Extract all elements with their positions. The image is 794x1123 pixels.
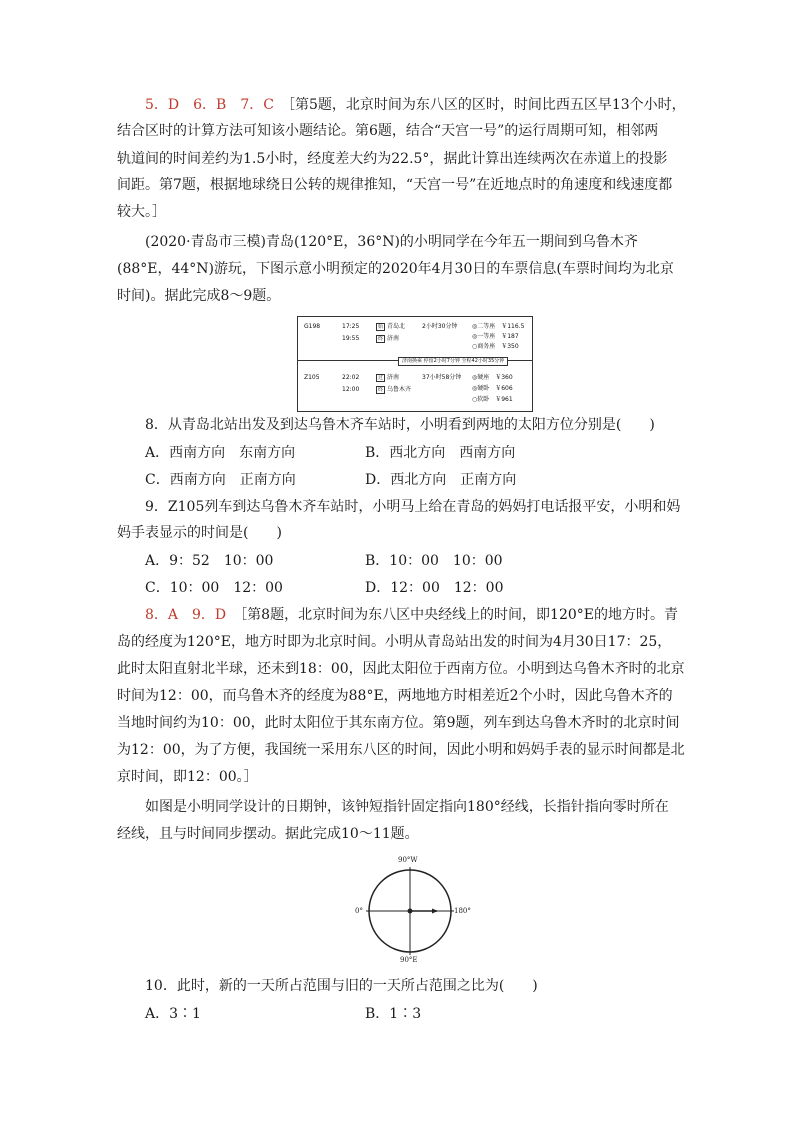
train-1-number: G198 <box>304 323 321 330</box>
answer-8-9-label: 8．A 9．D <box>145 607 227 623</box>
intro-10-11-line-1: 如图是小明同学设计的日期钟，该钟短指针固定指向180°经线，长指针指向零时所在 <box>145 799 669 815</box>
clock-center <box>408 909 413 914</box>
train-2-depart: 22:02 <box>342 374 360 381</box>
question-8-option-d: D．西北方向 正南方向 <box>365 472 517 488</box>
question-10-option-a: A．3∶1 <box>145 1006 201 1022</box>
train-1-from: 青岛北 <box>387 323 406 330</box>
intro-8-9-line-1: (2020·青岛市三模)青岛(120°E，36°N)的小明同学在今年五一期间到乌鲁木齐 <box>145 234 638 250</box>
train-2-seat-2: ◎硬卧 ￥606 <box>472 385 513 392</box>
transfer-banner: 济南换乘 停留2小时7分钟 全程42小时35分钟 <box>398 357 508 366</box>
question-10-option-b: B．1∶3 <box>365 1006 422 1022</box>
train-1-arrive: 19:55 <box>342 335 360 342</box>
question-8-option-a: A．西南方向 东南方向 <box>145 445 296 461</box>
clock-label-bottom: 90°E <box>400 956 418 964</box>
train-1-depart: 17:25 <box>342 323 360 330</box>
question-9-option-b: B．10：00 10：00 <box>365 553 503 569</box>
question-9-stem-1: 9．Z105列车到达乌鲁木齐车站时，小明马上给在青岛的妈妈打电话报平安，小明和妈 <box>145 499 681 515</box>
answer-8-9-line-2: 岛的经度为120°E，地方时即为北京时间。小明从青岛站出发的时间为4月30日17：25， <box>117 634 672 650</box>
question-9-option-c: C．10：00 12：00 <box>145 580 283 596</box>
clock-label-left: 0° <box>355 907 363 915</box>
answer-5-7-line-2: 结合区时的计算方法可知该小题结论。第6题，结合“天宫一号”的运行周期可知，相邻两 <box>117 123 659 139</box>
end-mark: 终 <box>378 336 384 342</box>
clock-label-top: 90°W <box>398 856 418 864</box>
answer-8-9-line-7: 京时间，即12：00。］ <box>117 769 258 785</box>
answer-5-7-line-3: 轨道间的时间差约为1.5小时，经度差大约为22.5°，据此计算出连续两次在赤道上的投影 <box>117 151 668 167</box>
train-1-to: 济南 <box>387 335 400 342</box>
answer-5-7-line-4: 间距。第7题，根据地球绕日公转的规律推知，“天宫一号”在近地点时的角速度和线速度都 <box>117 177 673 193</box>
intro-8-9-line-2: (88°E，44°N)游玩，下图示意小明预定的2020年4月30日的车票信息(车票时间均为北京 <box>117 261 674 277</box>
intro-8-9-line-3: 时间)。据此完成8～9题。 <box>117 288 281 304</box>
clock-hand-arrow-icon <box>432 909 438 914</box>
answer-5-7-line-5: 较大。］ <box>117 204 166 220</box>
train-2-duration: 37小时58分钟 <box>422 374 462 381</box>
clock-label-right: 180° <box>454 907 471 915</box>
answer-8-9-line-4: 时间为12：00，而乌鲁木齐的经度为88°E，两地地方时相差近2个小时，因此乌鲁木齐的 <box>117 688 673 704</box>
answer-8-9-line-5: 当地时间约为10：00，此时太阳位于其东南方位。第9题，列车到达乌鲁木齐时的北京时间 <box>117 715 680 731</box>
answer-8-9-line-1: 8．A 9．D ［第8题，北京时间为东八区中央经线上的时间，即120°E的地方时。青 <box>145 607 679 623</box>
train-1-seat-3: ○商务座 ￥350 <box>472 343 519 350</box>
train-1-duration: 2小时30分钟 <box>422 323 458 330</box>
train-2-arrive: 12:00 <box>342 386 360 393</box>
question-9-option-d: D．12：00 12：00 <box>365 580 504 596</box>
answer-8-9-line-3: 此时太阳直射北半球，还未到18：00，因此太阳位于西南方位。小明到达乌鲁木齐时的北京 <box>117 661 685 677</box>
train-2-to: 乌鲁木齐 <box>387 386 412 393</box>
ticket-figure <box>297 316 533 412</box>
train-1-seat-2: ◎一等座 ￥187 <box>472 333 519 340</box>
intro-10-11-line-2: 经线，且与时间同步摆动。据此完成10～11题。 <box>117 826 419 842</box>
train-2-number: Z105 <box>304 374 320 381</box>
train-2-seat-1: ◎硬座 ￥360 <box>472 374 513 381</box>
start-mark: 始 <box>378 324 384 330</box>
train-2-from: 济南 <box>387 374 400 381</box>
question-9-option-a: A．9：52 10：00 <box>145 553 274 569</box>
question-9-stem-2: 妈手表显示的时间是( ) <box>117 525 282 541</box>
pass-mark: 过 <box>378 375 384 381</box>
end-mark-2: 终 <box>378 387 384 393</box>
question-8-stem: 8．从青岛北站出发及到达乌鲁木齐车站时，小明看到两地的太阳方位分别是( ) <box>145 417 655 433</box>
question-8-option-b: B．西北方向 西南方向 <box>365 445 516 461</box>
answer-8-9-line-6: 为12：00，为了方便，我国统一采用东八区的时间，因此小明和妈妈手表的显示时间都是北 <box>117 742 685 758</box>
train-1-seat-1: ◎二等座 ￥116.5 <box>472 323 525 330</box>
train-2-seat-3: ○软卧 ￥961 <box>472 396 513 403</box>
answer-5-7-line-1: 5．D 6．B 7．C ［第5题，北京时间为东八区的区时，时间比西五区早13个小时， <box>145 97 686 113</box>
question-8-option-c: C．西南方向 正南方向 <box>145 472 296 488</box>
answer-5-7-label: 5．D 6．B 7．C <box>145 97 274 113</box>
question-10-stem: 10．此时，新的一天所占范围与旧的一天所占范围之比为( ) <box>145 978 538 994</box>
date-clock-diagram <box>340 852 480 972</box>
